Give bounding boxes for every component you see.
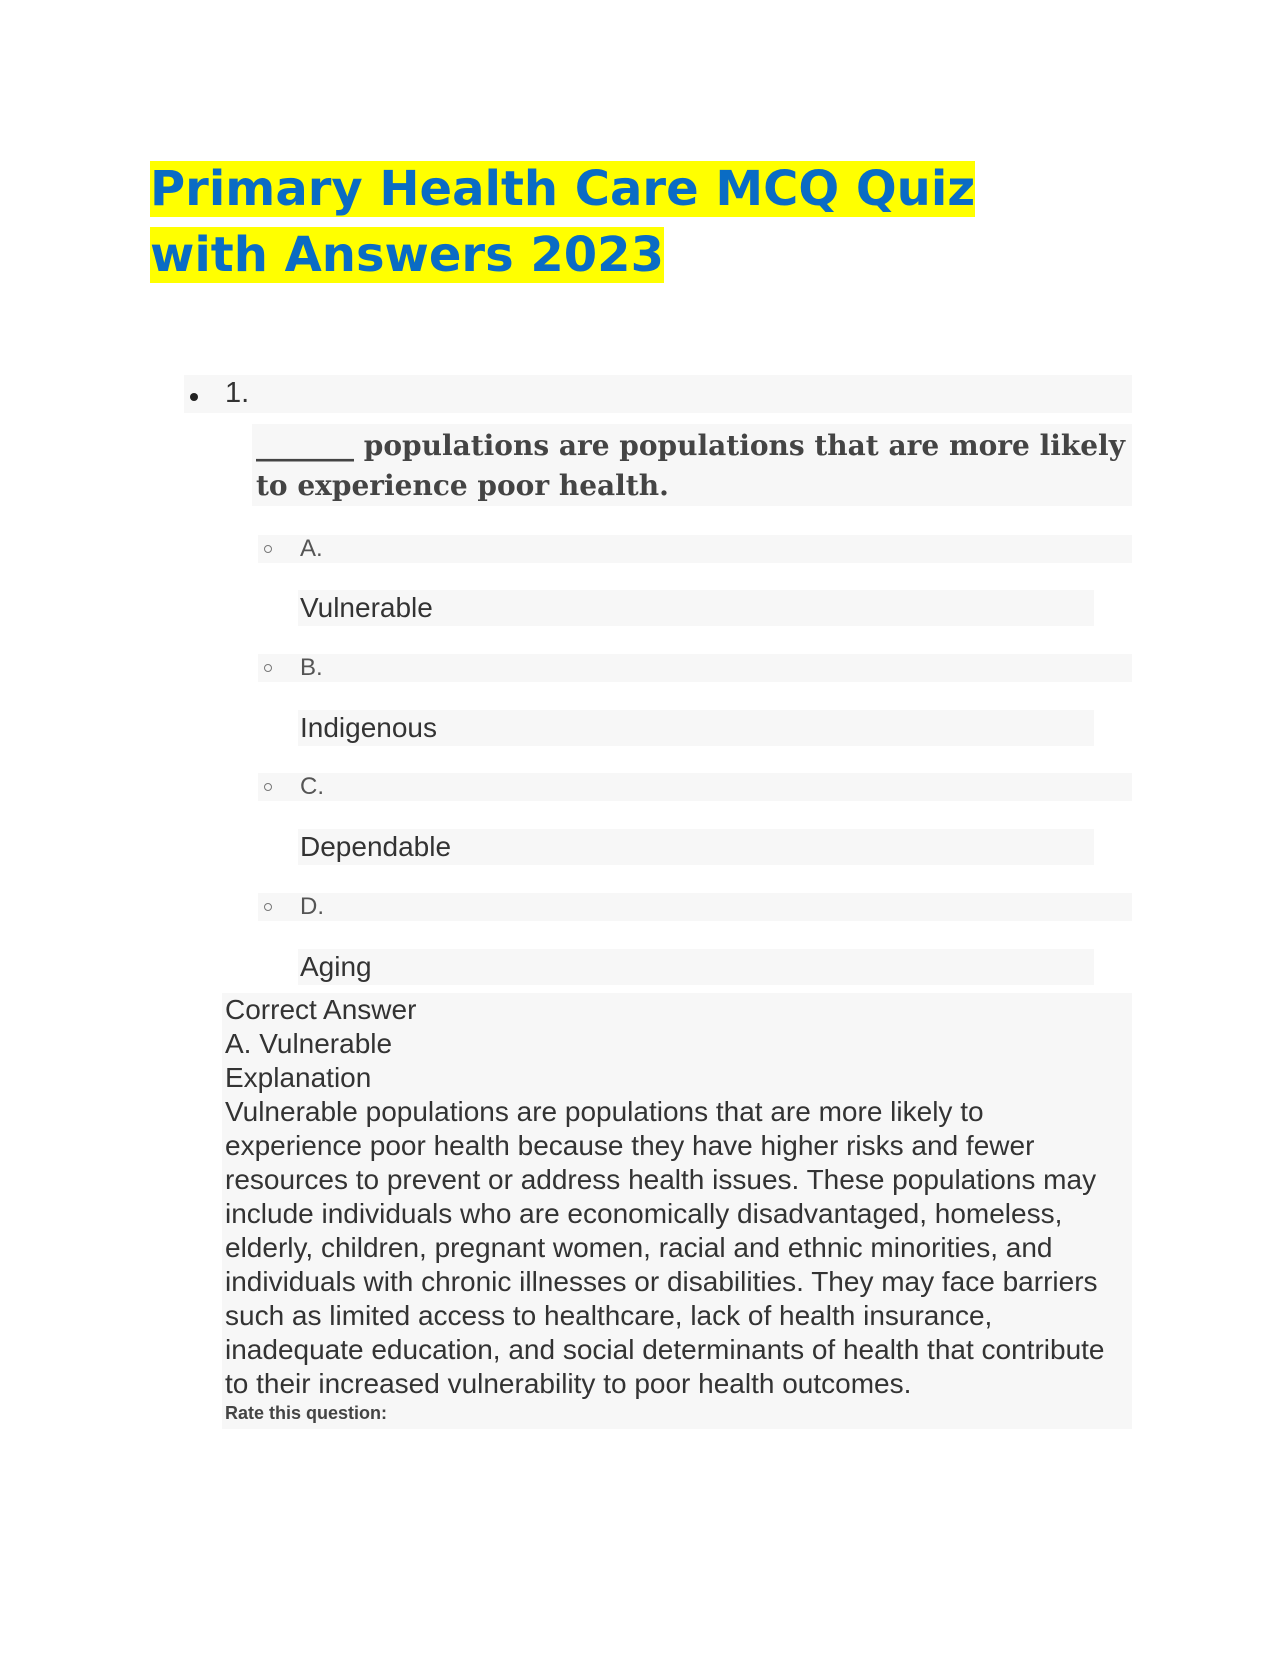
- question-number: 1.: [225, 377, 250, 409]
- correct-answer-value: A. Vulnerable: [225, 1028, 393, 1059]
- option-c-text[interactable]: Dependable: [298, 829, 1094, 865]
- question-list-item: [184, 375, 1132, 413]
- page-title-text: Primary Health Care MCQ Quiz with Answers 2023: [150, 161, 976, 283]
- radio-circle-icon: [264, 664, 272, 672]
- question-text: _______ populations are populations that are more likely to experience poor health.: [252, 424, 1132, 506]
- rate-question-label: Rate this question:: [225, 1403, 388, 1423]
- option-d-text[interactable]: Aging: [298, 949, 1094, 985]
- option-d[interactable]: [258, 893, 1132, 921]
- option-letter: A.: [300, 535, 323, 562]
- option-a-text[interactable]: Vulnerable: [298, 590, 1094, 626]
- correct-answer-label: Correct Answer: [225, 994, 417, 1025]
- option-c[interactable]: [258, 773, 1132, 801]
- option-letter: C.: [300, 773, 324, 800]
- option-a[interactable]: [258, 535, 1132, 563]
- option-letter: B.: [300, 654, 323, 681]
- option-b[interactable]: [258, 654, 1132, 682]
- radio-circle-icon: [264, 903, 272, 911]
- page-title: [150, 156, 1070, 288]
- radio-circle-icon: [264, 783, 272, 791]
- option-letter: D.: [300, 893, 324, 920]
- radio-circle-icon: [264, 545, 272, 553]
- answer-explanation-block: [222, 993, 1132, 1429]
- explanation-text: Vulnerable populations are populations that are more likely to experience poor health because they have higher risks and fewer resources to prevent or address health issues. These populations may include individuals who are economically disadvantaged, homeless, elderly, children, pregnant women, racial and ethnic minorities, and individuals with chronic illnesses or disabilities. They may face barriers such as limited access to healthcare, lack of health insurance, inadequate education, and social determinants of health that contribute to their increased vulnerability to poor health outcomes.: [225, 1096, 1105, 1399]
- explanation-label: Explanation: [225, 1062, 372, 1093]
- option-b-text[interactable]: Indigenous: [298, 710, 1094, 746]
- bullet-icon: [190, 393, 198, 401]
